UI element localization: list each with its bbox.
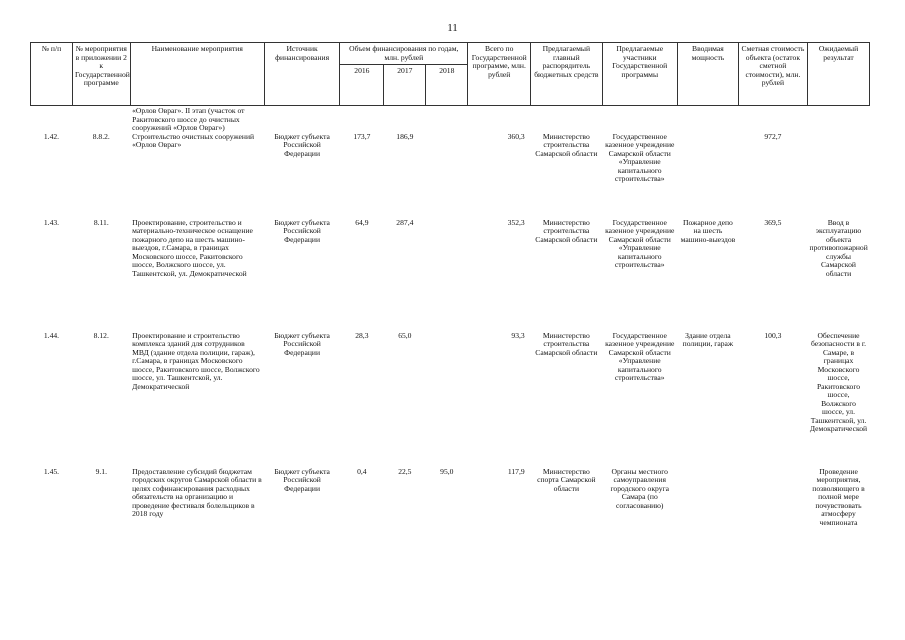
header-estimate: Сметная стоимость объекта (остаток сметной стоимости), млн. рублей (738, 43, 807, 106)
row-result: Ввод в эксплуатацию объекта противопожарной службы Самарской области (809, 217, 868, 278)
row-2017: 287,4 (396, 217, 414, 227)
row-ref: 9.1. (95, 466, 107, 476)
row-estimate (738, 468, 807, 528)
row-participants: Государственное казенное учреждение Самарской области «Управление капитального строительства» (605, 131, 675, 183)
row-2017: 186,9 (396, 131, 414, 141)
row-name: Проектирование и строительство комплекса зданий для сотрудников МВД (здание отдела полиции, гараж), г.Самара, в границах Московского шоссе, Ракитовского шоссе, Волжского шоссе, ул. Ташкентской, ул. Демократической (132, 330, 260, 391)
row-admin: Министерство строительства Самарской области (535, 330, 598, 357)
row-2016: 0,4 (357, 466, 367, 476)
header-participants: Предлагаемые участники Государственной программы (602, 43, 678, 106)
row-num: 1.44. (43, 330, 60, 340)
row-source: Бюджет субъекта Российской Федерации (274, 131, 330, 158)
table-row (31, 219, 870, 332)
row-participants: Государственное казенное учреждение Самарской области «Управление капитального строительства» (605, 217, 675, 269)
row-name: Предоставление субсидий бюджетам городских округов Самарской области в целях софинансирования расходных обязательств на организацию и проведение фестиваля болельщиков в 2018 году (132, 466, 262, 518)
row-total: 360,3 (507, 131, 525, 141)
row-2017: 65,0 (398, 330, 412, 340)
row-total: 93,3 (511, 330, 525, 340)
row-2018 (426, 332, 468, 468)
row-admin: Министерство строительства Самарской области (535, 217, 598, 244)
row-capacity: Здание отдела полиции, гараж (682, 330, 734, 348)
header-capacity: Вводимая мощность (678, 43, 739, 106)
row-participants: Органы местного самоуправления городского округа Самара (по согласованию) (610, 466, 670, 510)
row-admin: Министерство спорта Самарской области (537, 466, 596, 493)
row-2016: 64,9 (355, 217, 369, 227)
row-estimate: 100,3 (764, 330, 782, 340)
page-number: 11 (447, 22, 458, 34)
row-result: Обеспечение безопасности в г. Самаре, в границах Московского шоссе, Ракитовского шоссе, Волжского шоссе, ул. Ташкентской, ул. Демократической (809, 330, 868, 433)
table-row (31, 468, 870, 528)
row-source: Бюджет субъекта Российской Федерации (274, 466, 330, 493)
header-year-2016: 2016 (340, 65, 384, 106)
table-row (31, 133, 870, 219)
table-row (31, 332, 870, 468)
header-year-2017: 2017 (384, 65, 426, 106)
row-2017: 22,5 (398, 466, 412, 476)
row-name: Строительство очистных сооружений «Орлов Овраг» (132, 131, 255, 149)
row-2016: 173,7 (353, 131, 371, 141)
header-volume: Объем финансирования по годам, млн. рублей (340, 43, 468, 65)
row-estimate: 369,5 (764, 217, 782, 227)
row-2018: 95,0 (440, 466, 454, 476)
row-num: 1.42. (43, 131, 60, 141)
row-capacity (678, 133, 739, 219)
continuation-row (31, 106, 870, 133)
row-capacity (678, 468, 739, 528)
header-total: Всего по Государственной программе, млн. рублей (468, 43, 531, 106)
row-2018 (426, 219, 468, 332)
header-result: Ожидаемый результат (808, 43, 870, 106)
row-estimate: 972,7 (764, 131, 782, 141)
row-result: Проведение мероприятия, позволяющего в полной мере почувствовать атмосферу чемпионата (812, 466, 865, 527)
continuation-text: «Орлов Овраг». II этап (участок от Ракитовского шоссе до очистных сооружений «Орлов Овраг») (132, 106, 245, 132)
header-name: Наименование мероприятия (130, 43, 264, 106)
row-source: Бюджет субъекта Российской Федерации (274, 217, 330, 244)
table-header (31, 43, 870, 106)
row-capacity: Пожарное депо на шесть машино-выездов (680, 217, 736, 244)
row-result (808, 133, 870, 219)
header-admin: Предлагаемый главный распорядитель бюджетных средств (531, 43, 602, 106)
header-num: № п/п (31, 43, 73, 106)
row-2016: 28,3 (355, 330, 369, 340)
row-total: 117,9 (507, 466, 525, 476)
row-source: Бюджет субъекта Российской Федерации (274, 330, 330, 357)
row-ref: 8.11. (93, 217, 109, 227)
row-2018 (426, 133, 468, 219)
header-ref: № мероприятия в приложении 2 к Государственной программе (72, 43, 130, 106)
header-source: Источник финансирования (264, 43, 340, 106)
row-ref: 8.12. (93, 330, 109, 340)
row-name: Проектирование, строительство и материально-техническое оснащение пожарного депо на шесть машино-выездов, г.Самара, в границах Московского шоссе, Ракитовского шоссе, Волжского шоссе, ул. Ташкентской, ул. Демократической (132, 217, 253, 278)
row-admin: Министерство строительства Самарской области (535, 131, 598, 158)
row-participants: Государственное казенное учреждение Самарской области «Управление капитального строительства» (605, 330, 675, 382)
row-num: 1.45. (43, 466, 60, 476)
header-year-2018: 2018 (426, 65, 468, 106)
row-num: 1.43. (43, 217, 60, 227)
row-ref: 8.8.2. (92, 131, 110, 141)
program-measures-table (30, 42, 870, 527)
row-total: 352,3 (507, 217, 525, 227)
